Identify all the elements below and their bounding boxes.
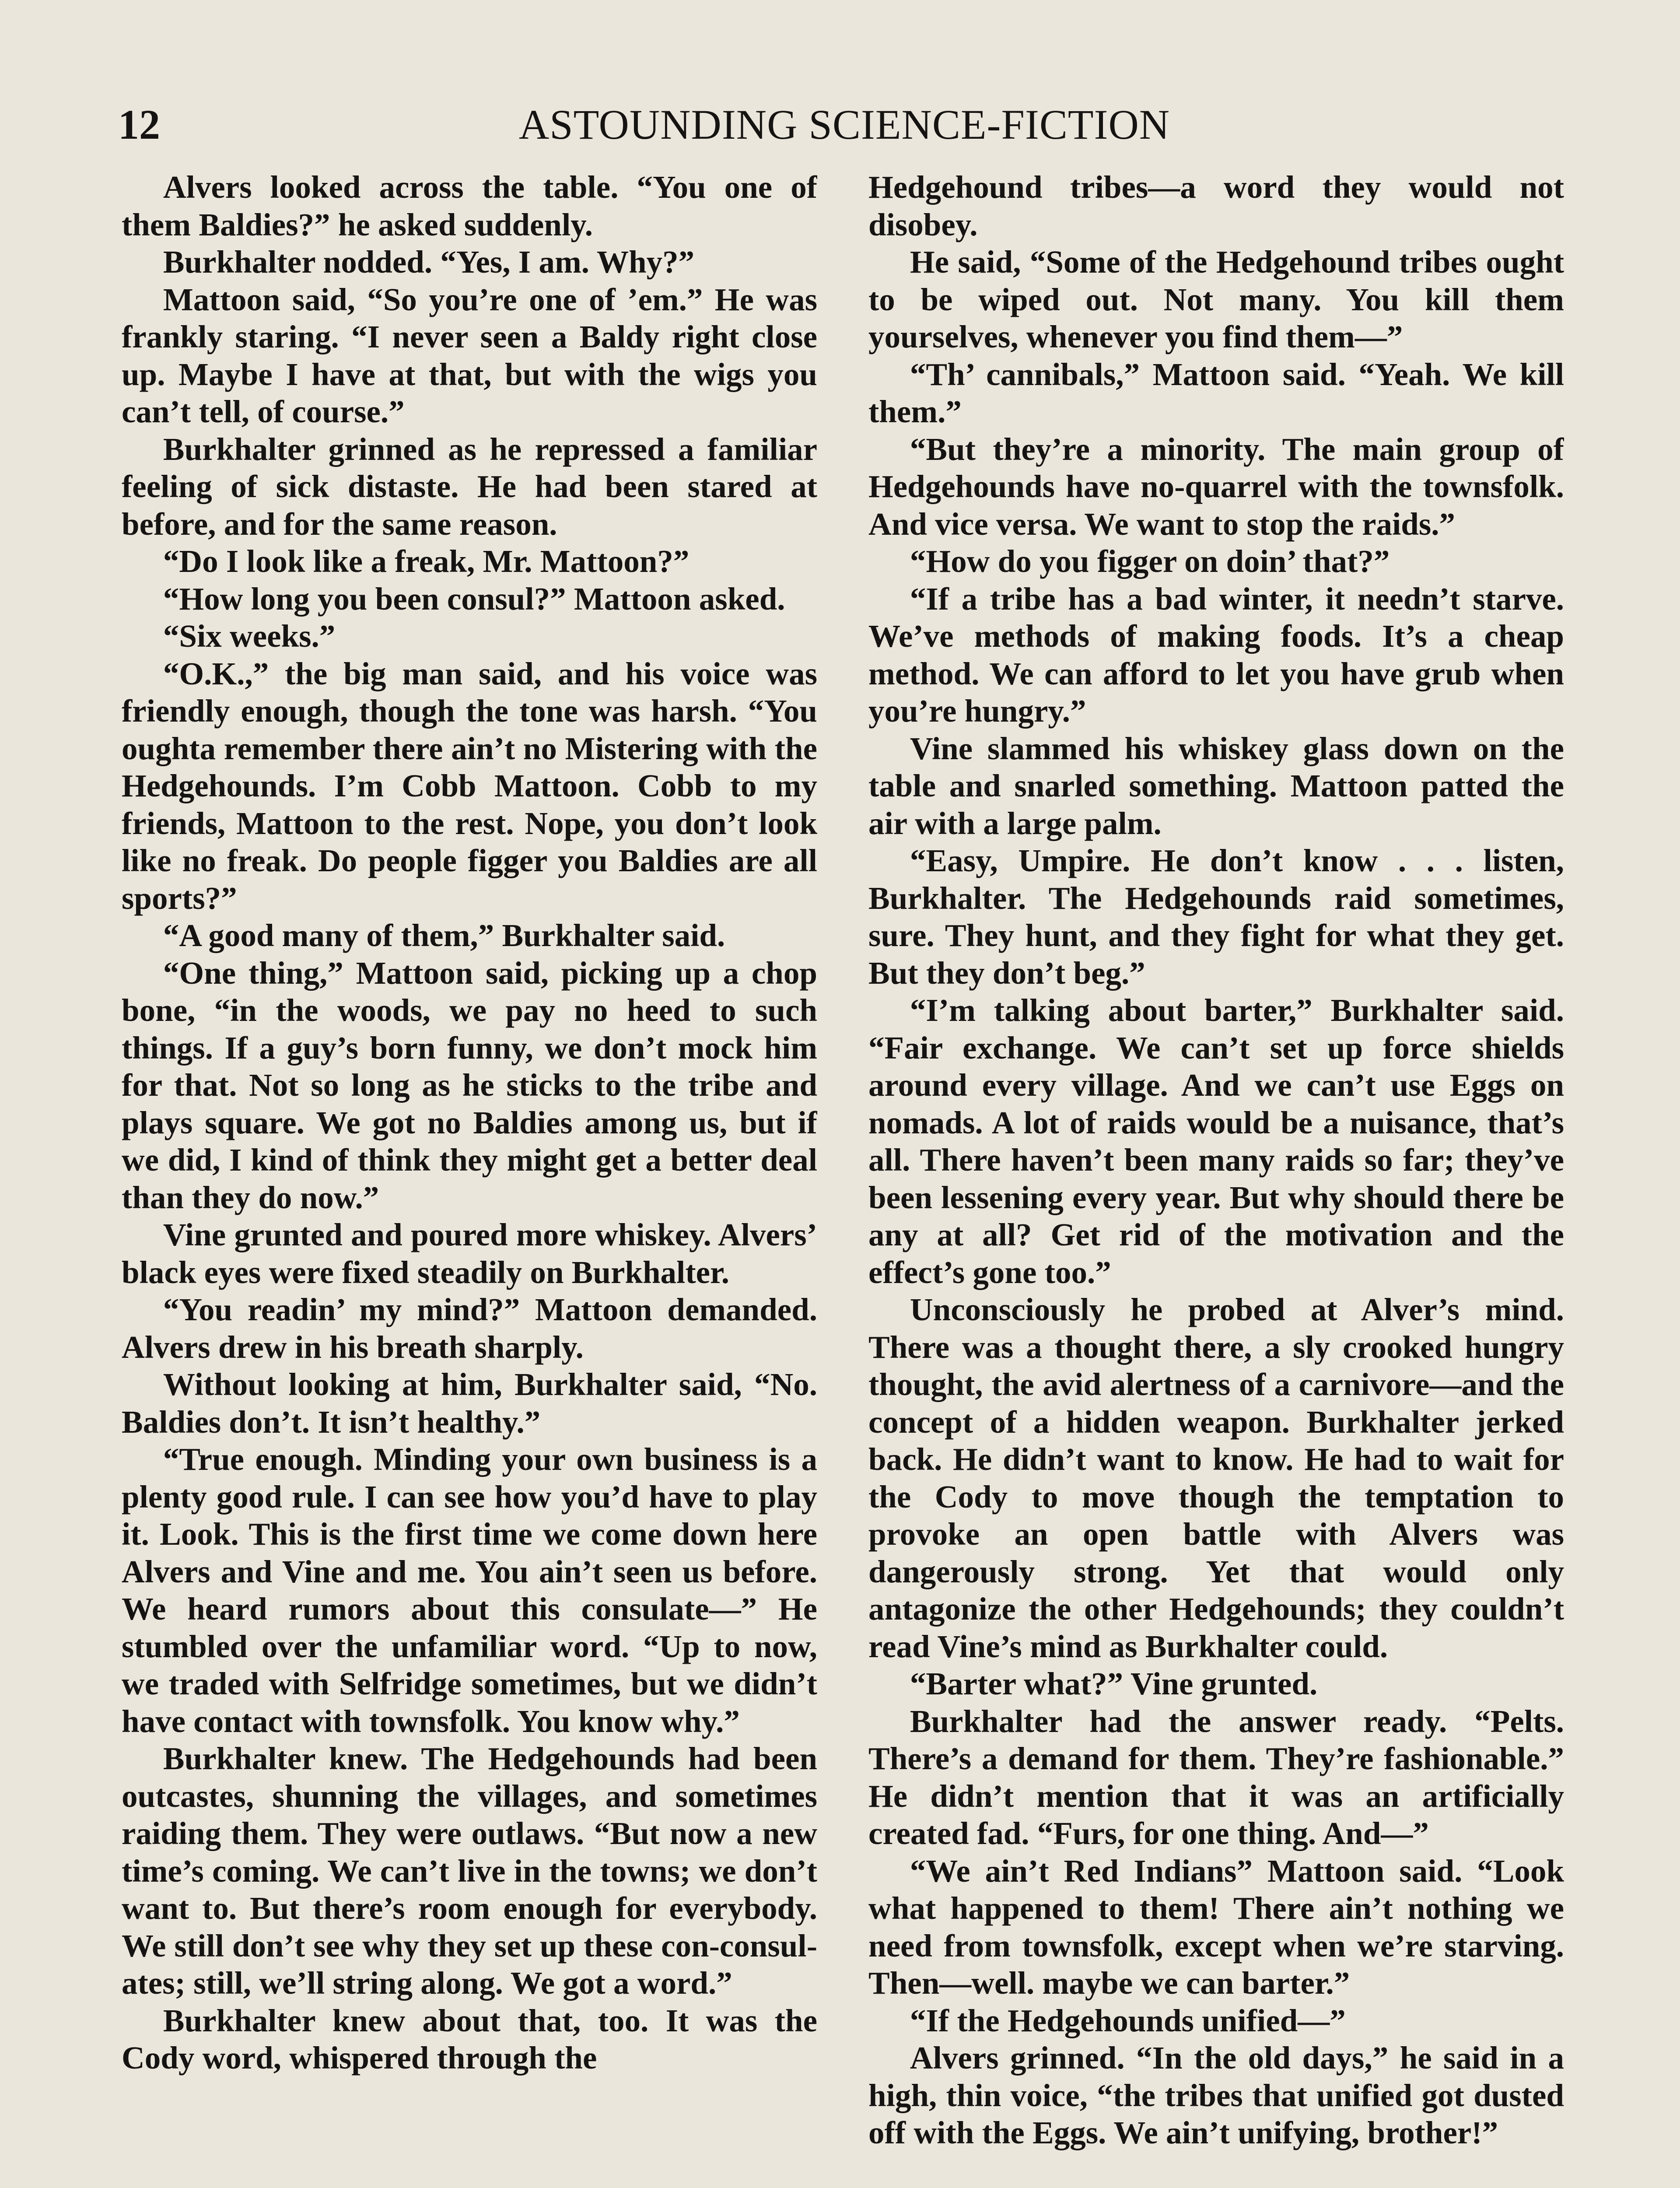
paragraph: Vine grunted and poured more whiskey. Alvers’ black eyes were fixed steadily on Burkhalter.	[122, 1217, 817, 1290]
running-head: ASTOUNDING SCIENCE-FICTION	[518, 101, 1170, 148]
paragraph: “True enough. Minding your own business is a plenty good rule. I can see how you’d have to play it. Look. This is the first time we come down here Alvers and Vine and me. You ain’t seen us before. We heard rumors about this consulate—” He stumbled over the unfamiliar word. “Up to now, we traded with Selfridge sometimes, but we didn’t have contact with townsfolk. You know why.”	[122, 1441, 817, 1739]
paragraph: Burkhalter knew about that, too. It was the Cody word, whispered through the	[122, 2002, 817, 2076]
paragraph: “A good many of them,” Burkhalter said.	[163, 918, 725, 953]
paragraph: “O.K.,” the big man said, and his voice was friendly enough, though the tone was harsh. “You oughta remember there ain’t no Mistering with the Hedgehounds. I’m Cobb Mattoon. Cobb to my friends, Mattoon to the rest. Nope, you don’t look like no freak. Do people figger you Baldies are all sports?”	[122, 656, 817, 916]
paragraph: “Six weeks.”	[163, 618, 336, 654]
paragraph: “One thing,” Mattoon said, picking up a chop bone, “in the woods, we pay no heed to such things. If a guy’s born funny, we don’t mock him for that. Not so long as he sticks to the tribe and plays square. We got no Baldies among us, but if we did, I kind of think they might get a better deal than they do now.”	[122, 955, 817, 1215]
paragraph: “How long you been consul?” Mattoon asked.	[163, 581, 785, 617]
paragraph: Mattoon said, “So you’re one of ’em.” He was frankly staring. “I never seen a Baldy right close up. Maybe I have at that, but with the wigs you can’t tell, of course.”	[122, 281, 817, 429]
paragraph: Without looking at him, Burkhalter said, “No. Baldies don’t. It isn’t healthy.”	[122, 1367, 817, 1440]
text-column-left	[122, 168, 817, 2188]
paragraph: Burkhalter knew. The Hedgehounds had been outcastes, shunning the villages, and sometimes raiding them. They were outlaws. “But now a new time’s coming. We can’t live in the towns; we don’t want to. But there’s room enough for everybody. We still don’t see why they set up these con-consulates; still, we’ll string along. We got a word.”	[122, 1741, 817, 2001]
paragraph: Burkhalter had the answer ready. “Pelts. There’s a demand for them. They’re fashionable.” He didn’t mention that it was an artificially created fad. “Furs, for one thing. And—”	[868, 1703, 1564, 1851]
paragraph: “Easy, Umpire. He don’t know . . . listen, Burkhalter. The Hedgehounds raid sometimes, sure. They hunt, and they fight for what they get. But they don’t beg.”	[868, 843, 1564, 991]
paragraph: “Do I look like a freak, Mr. Mattoon?”	[163, 543, 690, 579]
paragraph: “But they’re a minority. The main group of Hedgehounds have no-quarrel with the townsfolk. And vice versa. We want to stop the raids.”	[868, 431, 1564, 542]
paragraph: Unconsciously he probed at Alver’s mind. There was a thought there, a sly crooked hungry thought, the avid alertness of a carnivore—and the concept of a hidden weapon. Burkhalter jerked back. He didn’t want to know. He had to wait for the Cody to move though the temptation to provoke an open battle with Alvers was dangerously strong. Yet that would only antagonize the other Hedgehounds; they couldn’t read Vine’s mind as Burkhalter could.	[868, 1292, 1564, 1664]
paragraph: “Th’ cannibals,” Mattoon said. “Yeah. We kill them.”	[868, 356, 1564, 429]
paragraph: “We ain’t Red Indians” Mattoon said. “Look what happened to them! There ain’t nothing we need from townsfolk, except when we’re starving. Then—well. maybe we can barter.”	[868, 1853, 1564, 2001]
page-header	[118, 92, 1571, 158]
paragraph: “If the Hedgehounds unified—”	[910, 2002, 1346, 2038]
paragraph: “Barter what?” Vine grunted.	[910, 1666, 1318, 1701]
paragraph: Alvers looked across the table. “You one of them Baldies?” he asked suddenly.	[122, 169, 817, 242]
paragraph: “If a tribe has a bad winter, it needn’t starve. We’ve methods of making foods. It’s a cheap method. We can afford to let you have grub when you’re hungry.”	[868, 581, 1564, 729]
paragraph: Burkhalter nodded. “Yes, I am. Why?”	[163, 244, 695, 280]
paragraph: “You readin’ my mind?” Mattoon demanded. Alvers drew in his breath sharply.	[122, 1292, 817, 1365]
paragraph: “I’m talking about barter,” Burkhalter said. “Fair exchange. We can’t set up force shields around every village. And we can’t use Eggs on nomads. A lot of raids would be a nuisance, that’s all. There haven’t been many raids so far; they’ve been lessening every year. But why should there be any at all? Get rid of the motivation and the effect’s gone too.”	[868, 992, 1564, 1290]
page-number: 12	[118, 101, 160, 148]
paragraph: Vine slammed his whiskey glass down on the table and snarled something. Mattoon patted the air with a large palm.	[868, 730, 1564, 841]
paragraph: “How do you figger on doin’ that?”	[910, 543, 1390, 579]
paragraph: Burkhalter grinned as he repressed a familiar feeling of sick distaste. He had been stared at before, and for the same reason.	[122, 431, 817, 542]
paragraph: He said, “Some of the Hedgehound tribes ought to be wiped out. Not many. You kill them yourselves, whenever you find them—”	[868, 244, 1564, 354]
paragraph: Alvers grinned. “In the old days,” he said in a high, thin voice, “the tribes that unified got dusted off with the Eggs. We ain’t unifying, brother!”	[868, 2040, 1564, 2150]
paragraph: Hedgehound tribes—a word they would not disobey.	[868, 169, 1564, 242]
text-column-right	[868, 168, 1564, 2188]
